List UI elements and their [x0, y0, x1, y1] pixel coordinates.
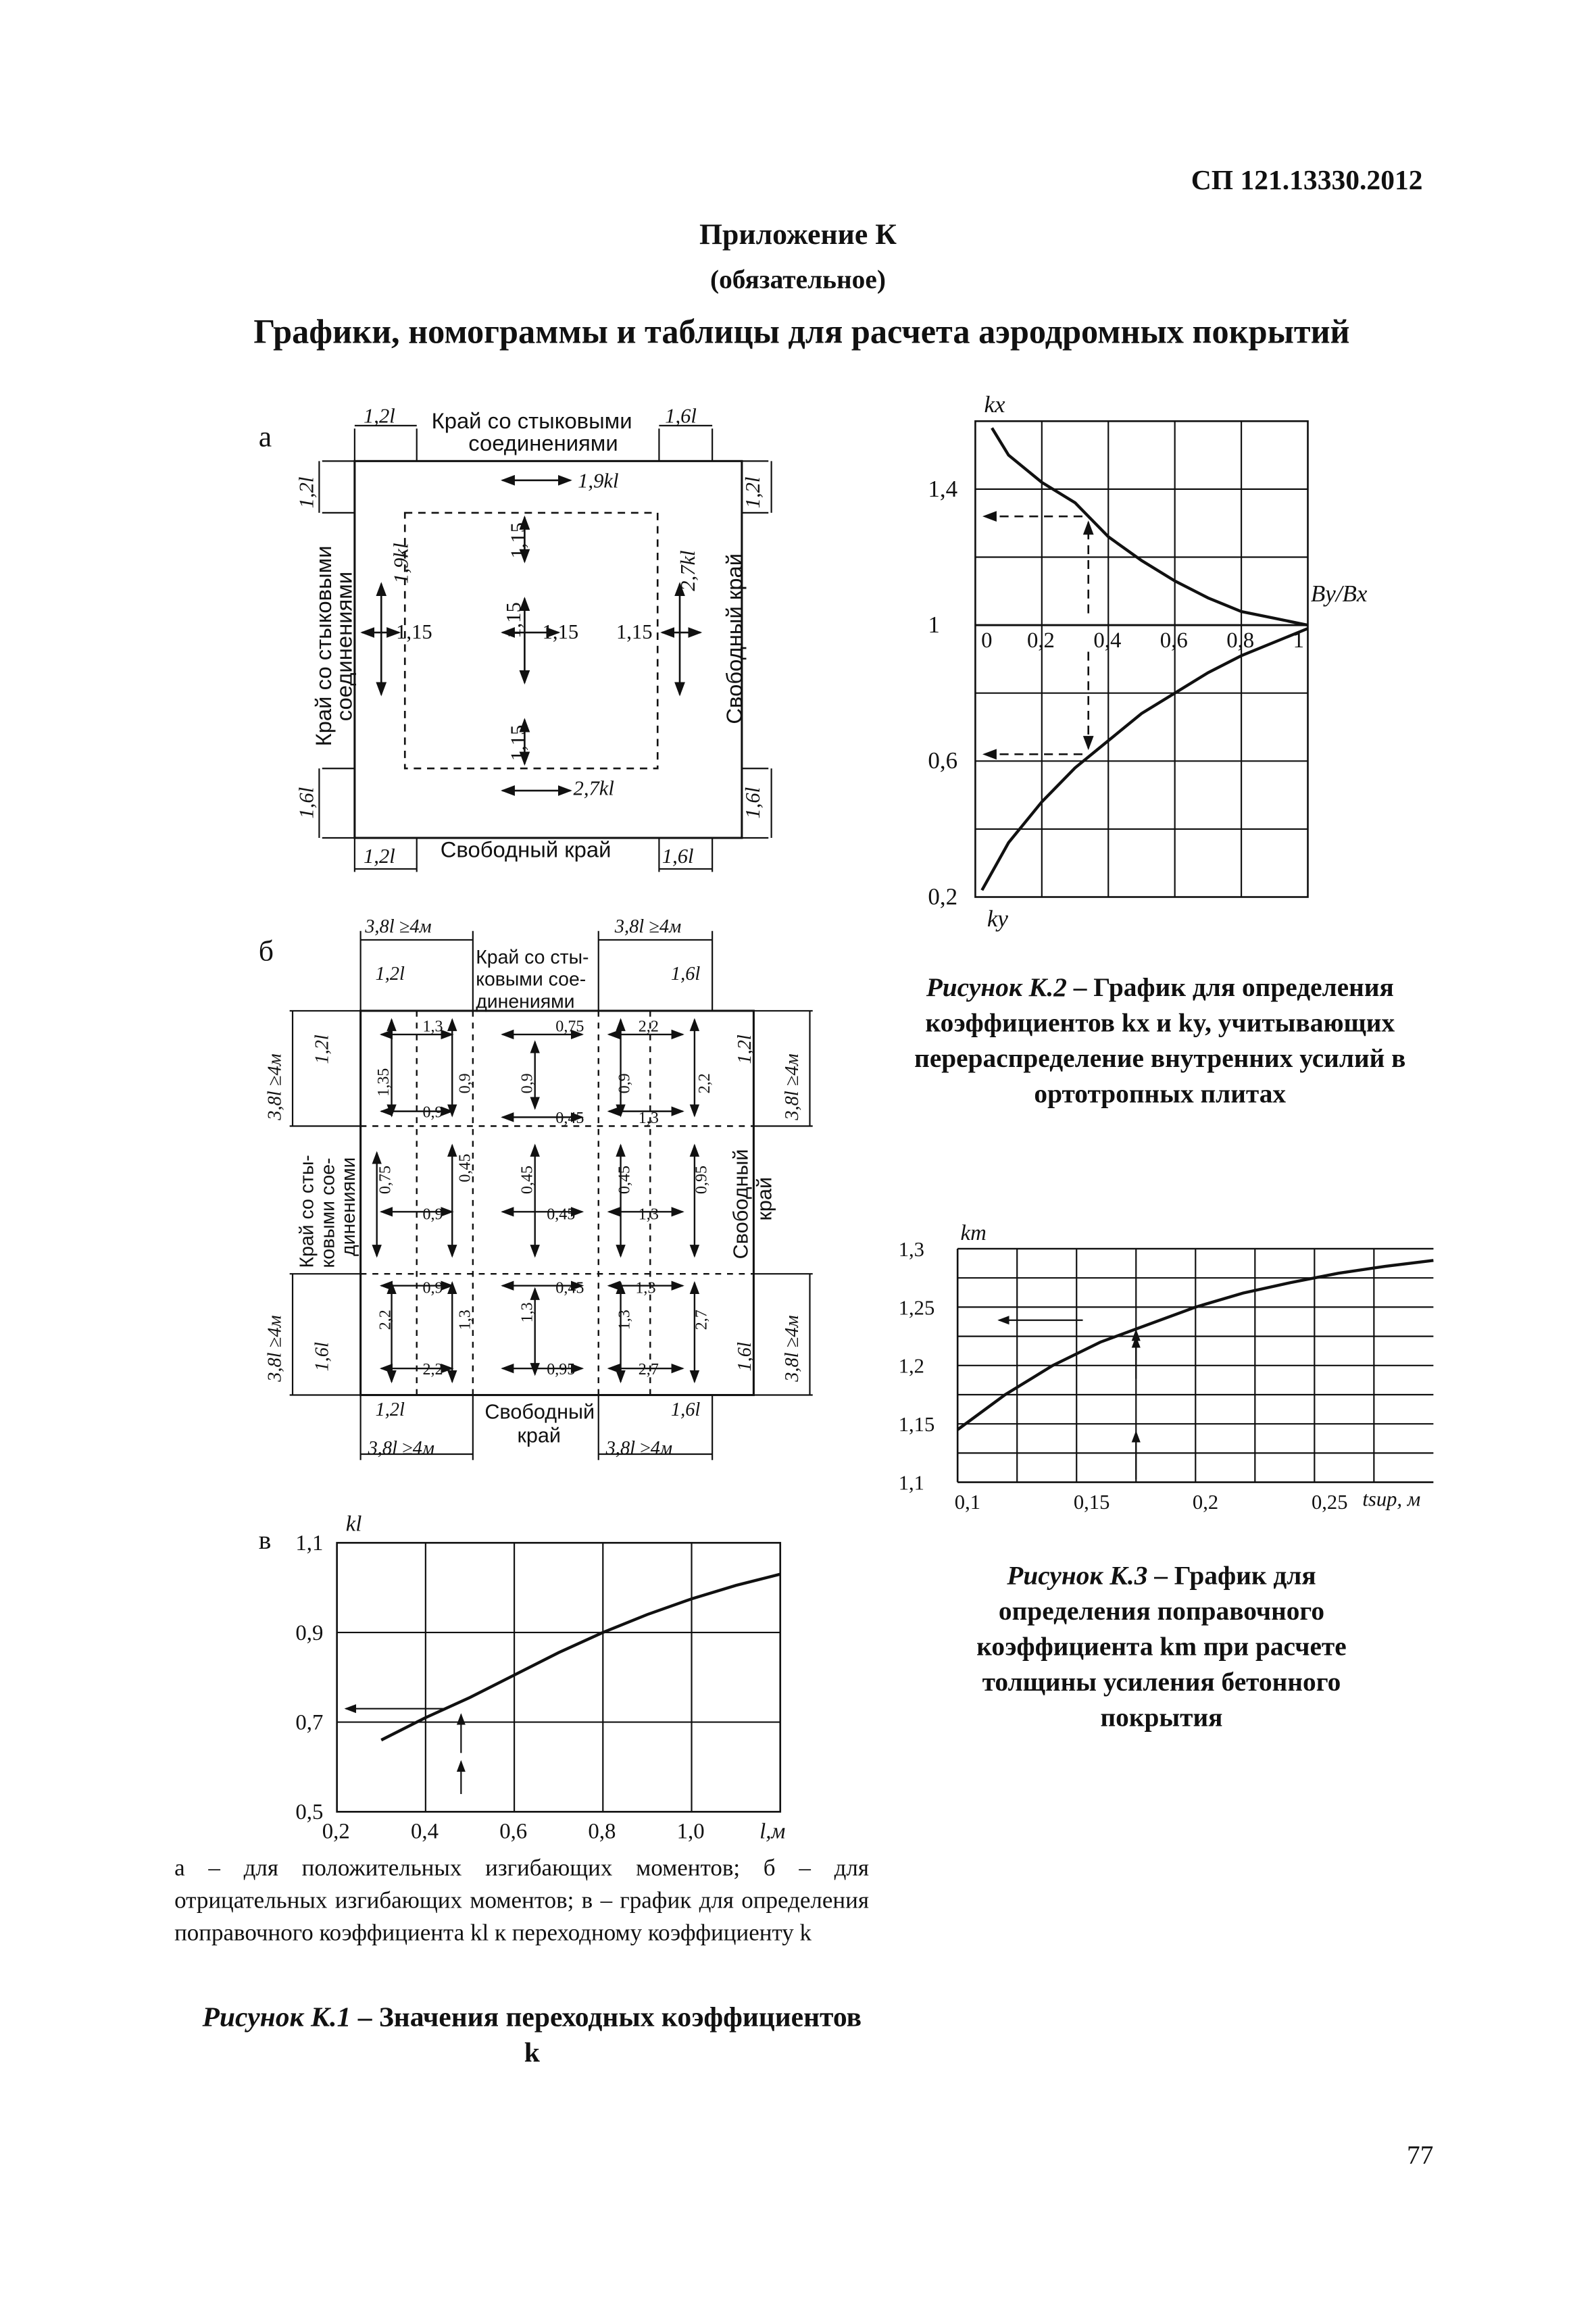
fig-a-left-edge-1: Край со стыковыми: [310, 545, 336, 747]
chart-v-x-tick: 0,8: [588, 1819, 616, 1844]
fig-b-top-edge-1: Край со сты-: [476, 946, 589, 968]
dim-12l-bottom: 1,2l: [364, 845, 395, 868]
svg-text:1,6l: 1,6l: [670, 963, 701, 985]
svg-text:0,75: 0,75: [376, 1166, 395, 1195]
fig-v-label: в: [258, 1524, 272, 1555]
fig-b-left-edge-2: ковыми сое-: [317, 1158, 339, 1268]
appendix-status: (обязательное): [709, 264, 886, 295]
dim-16l-top: 1,6l: [665, 404, 697, 428]
chart-v-x-tick: 0,2: [322, 1819, 350, 1844]
page-title: Графики, номограммы и таблицы для расчета аэродромных покрытий: [253, 313, 1350, 351]
fig-b-right-edge-2: край: [753, 1176, 776, 1221]
svg-text:0,45: 0,45: [547, 1205, 576, 1224]
fig-b-left-edge-1: Край со сты-: [296, 1155, 318, 1268]
svg-text:2,2: 2,2: [376, 1310, 395, 1330]
svg-text:1,2l: 1,2l: [311, 1035, 333, 1064]
chart-2-y-tick: 1,4: [928, 475, 958, 502]
chart-3-x-tick: 0,2: [1192, 1490, 1219, 1514]
chart-v-y-tick: 0,5: [295, 1800, 324, 1825]
svg-text:1,3: 1,3: [456, 1310, 474, 1330]
chart-v-x-tick: 0,6: [499, 1819, 528, 1844]
chart-2-x-tick: 0,6: [1159, 628, 1188, 653]
coef-19kl: 1,9kl: [578, 469, 619, 493]
fig-b-bottom-edge-2: край: [517, 1424, 561, 1447]
chart-kl: [281, 1508, 813, 1847]
svg-text:0,95: 0,95: [693, 1166, 711, 1195]
chart-2-y-tick: 1: [928, 612, 940, 639]
chart-3-xlabel: tsup, м: [1362, 1487, 1421, 1511]
svg-text:1,35: 1,35: [375, 1068, 393, 1097]
chart-2-x-tick: 0,2: [1026, 628, 1055, 653]
svg-text:1,6l: 1,6l: [734, 1342, 755, 1372]
chart-v-x-tick: 1,0: [676, 1819, 705, 1844]
svg-text:1,6l: 1,6l: [311, 1342, 333, 1372]
svg-text:1,2l: 1,2l: [375, 963, 405, 985]
doc-code: СП 121.13330.2012: [1191, 165, 1423, 197]
fig-b-right-edge-1: Свободный: [729, 1149, 753, 1260]
chart-3-x-tick: 0,15: [1073, 1490, 1110, 1514]
svg-text:3,8l ≥4м: 3,8l ≥4м: [781, 1315, 803, 1382]
svg-text:0,75: 0,75: [555, 1018, 584, 1036]
svg-text:1,15: 1,15: [542, 620, 579, 643]
fig-b-bottom-edge-1: Свободный: [484, 1400, 595, 1424]
svg-text:1,3: 1,3: [518, 1302, 537, 1323]
fig-a-top-edge-2: соединениями: [468, 430, 618, 456]
appendix-title: Приложение К: [699, 218, 897, 251]
chart-3-y-tick: 1,25: [898, 1296, 935, 1320]
svg-text:3,8l ≥4м: 3,8l ≥4м: [264, 1315, 286, 1382]
svg-text:1,15: 1,15: [506, 522, 530, 559]
fig-b-left-edge-3: динениями: [337, 1157, 359, 1256]
coef-27kl: 2,7kl: [573, 776, 614, 800]
chart-3-ylabel: km: [960, 1220, 987, 1245]
chart-3-y-tick: 1,2: [898, 1354, 924, 1378]
dim-12l-top: 1,2l: [364, 404, 395, 428]
svg-text:1,15: 1,15: [501, 602, 525, 639]
svg-text:1,3: 1,3: [616, 1310, 634, 1330]
svg-text:2,2: 2,2: [638, 1018, 659, 1036]
svg-text:1,15: 1,15: [506, 724, 530, 762]
svg-text:0,45: 0,45: [555, 1279, 584, 1297]
chart-2-y-tick: 0,2: [928, 883, 958, 910]
svg-text:3,8l ≥4м: 3,8l ≥4м: [365, 916, 432, 937]
svg-text:0,45: 0,45: [456, 1153, 474, 1183]
figure-1-note: а – для положительных изгибающих моментов; б – для отрицательных изгибающих моментов; в – график для определения поправочного коэффициента kl к переходному коэффициенту k: [174, 1856, 869, 1947]
svg-text:3,8l ≥4м: 3,8l ≥4м: [614, 916, 682, 937]
svg-text:1,2l: 1,2l: [375, 1399, 405, 1421]
fig-b-top-edge-3: динениями: [476, 991, 575, 1013]
figure-1-caption: Рисунок К.1 – Значения переходных коэффициентов k: [202, 2002, 862, 2069]
svg-text:3,8l ≥4м: 3,8l ≥4м: [781, 1053, 803, 1120]
svg-text:0,45: 0,45: [616, 1166, 634, 1195]
svg-text:3,8l ≥4м: 3,8l ≥4м: [368, 1438, 435, 1460]
chart-2-ylabel-kx: kx: [984, 391, 1005, 418]
chart-v-frame: [337, 1543, 780, 1812]
chart-3-x-tick: 0,1: [954, 1490, 981, 1514]
svg-text:0,9: 0,9: [456, 1073, 474, 1094]
page-number: 77: [1407, 2139, 1434, 2170]
svg-text:0,45: 0,45: [518, 1166, 537, 1195]
svg-text:2,7: 2,7: [638, 1360, 659, 1378]
fig-a-bottom-edge: Свободный край: [440, 837, 612, 862]
svg-text:2,2: 2,2: [422, 1360, 443, 1378]
svg-text:1,3: 1,3: [638, 1110, 659, 1128]
chart-2-xlabel: By/Bx: [1310, 580, 1368, 607]
coef-27kl-vertical: 2,7kl: [676, 550, 699, 591]
chart-3-x-tick: 0,25: [1311, 1490, 1348, 1514]
chart-2-x-tick: 0,4: [1093, 628, 1122, 653]
figure-3-caption: Рисунок К.3 – График для определения поправочного коэффициента km при расчете толщины усиления бетонного покрытия: [976, 1560, 1347, 1733]
svg-text:2,7: 2,7: [693, 1310, 711, 1330]
dim-12l-right: 1,2l: [741, 476, 765, 509]
chart-v-y-tick: 0,7: [295, 1710, 324, 1735]
svg-text:0,9: 0,9: [422, 1279, 443, 1297]
chart-v-y-tick: 1,1: [295, 1531, 324, 1556]
svg-text:1,15: 1,15: [396, 620, 432, 643]
svg-text:1,6l: 1,6l: [670, 1399, 701, 1421]
fig-a-top-edge-1: Край со стыковыми: [431, 408, 632, 434]
chart-v-ylabel: kl: [345, 1512, 362, 1537]
chart-3-y-tick: 1,15: [898, 1413, 935, 1437]
fig-b-top-edge-2: ковыми сое-: [476, 968, 587, 991]
figure-b: [236, 901, 813, 1478]
dim-16l-right: 1,6l: [741, 787, 765, 819]
svg-text:0,45: 0,45: [555, 1110, 584, 1128]
svg-text:1,15: 1,15: [616, 620, 653, 643]
svg-text:3,8l ≥4м: 3,8l ≥4м: [605, 1438, 673, 1460]
chart-3-y-tick: 1,3: [898, 1237, 924, 1261]
svg-text:0,95: 0,95: [547, 1360, 576, 1378]
svg-text:1,3: 1,3: [635, 1279, 656, 1297]
figure-2-caption: Рисунок К.2 – График для определения коэффициентов kx и ky, учитывающих перераспределение внутренних усилий в ортотропных плитах: [914, 972, 1406, 1109]
chart-2-x-tick: 0: [981, 628, 993, 653]
chart-v-xlabel: l,м: [759, 1819, 786, 1844]
svg-text:3,8l ≥4м: 3,8l ≥4м: [264, 1053, 286, 1120]
chart-2-frame: [975, 421, 1307, 897]
dim-16l-bottom: 1,6l: [662, 845, 694, 868]
svg-text:0,9: 0,9: [422, 1205, 443, 1224]
fig-b-label: б: [258, 935, 274, 968]
chart-2-series-kx: [992, 428, 1307, 625]
fig-a-label: а: [258, 420, 272, 453]
svg-text:1,3: 1,3: [422, 1018, 443, 1036]
dim-12l-left: 1,2l: [295, 476, 318, 509]
chart-2-ylabel-ky: ky: [987, 905, 1008, 932]
chart-2-series-ky: [982, 628, 1307, 890]
chart-2-x-tick: 1: [1293, 628, 1305, 653]
chart-2-x-tick: 0,8: [1226, 628, 1255, 653]
chart-v-y-tick: 0,9: [295, 1620, 324, 1645]
fig-a-left-edge-2: соединениями: [331, 571, 357, 722]
chart-km: [887, 1212, 1448, 1522]
chart-v-series-kl: [381, 1574, 780, 1740]
chart-3-y-tick: 1,1: [898, 1471, 924, 1495]
svg-text:0,9: 0,9: [616, 1073, 634, 1094]
svg-text:0,9: 0,9: [518, 1073, 537, 1094]
coef-19kl-vertical: 1,9kl: [389, 543, 413, 584]
chart-2-y-tick: 0,6: [928, 747, 958, 774]
dim-16l-left: 1,6l: [295, 787, 318, 819]
fig-a-right-edge: Свободный край: [721, 553, 747, 724]
figure-a: [236, 387, 798, 875]
svg-text:1,2l: 1,2l: [734, 1035, 755, 1064]
svg-text:1,3: 1,3: [638, 1205, 659, 1224]
svg-text:0,9: 0,9: [422, 1103, 443, 1122]
chart-kx-ky: [901, 381, 1418, 943]
svg-text:2,2: 2,2: [695, 1073, 714, 1094]
chart-v-x-tick: 0,4: [410, 1819, 439, 1844]
